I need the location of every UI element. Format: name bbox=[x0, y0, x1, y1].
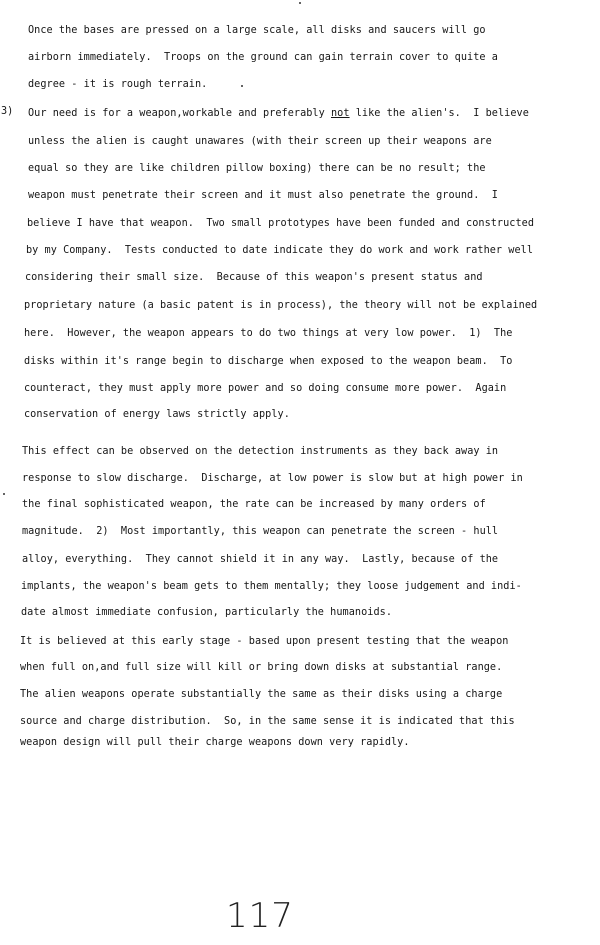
scan-speck bbox=[241, 85, 243, 87]
paragraph3-line: implants, the weapon's beam gets to them mentally; they loose judgement and indi- bbox=[21, 581, 522, 592]
paragraph2-line: weapon must penetrate their screen and it must also penetrate the ground. I bbox=[28, 190, 498, 201]
paragraph2-line: unless the alien is caught unawares (with their screen up their weapons are bbox=[28, 136, 492, 147]
underlined-word: not bbox=[331, 108, 350, 119]
paragraph3-line: magnitude. 2) Most importantly, this weapon can penetrate the screen - hull bbox=[22, 526, 499, 537]
paragraph2-line: considering their small size. Because of this weapon's present status and bbox=[25, 272, 483, 283]
paragraph2-line: believe I have that weapon. Two small prototypes have been funded and constructed bbox=[27, 218, 535, 229]
paragraph3-line: This effect can be observed on the detection instruments as they back away in bbox=[22, 446, 499, 457]
paragraph2-line: conservation of energy laws strictly apply. bbox=[24, 409, 290, 420]
text-segment: Our need is for a weapon,workable and preferably bbox=[28, 108, 331, 119]
paragraph4-line: It is believed at this early stage - based upon present testing that the weapon bbox=[20, 636, 509, 647]
paragraph2-line: by my Company. Tests conducted to date indicate they do work and work rather well bbox=[26, 245, 534, 256]
list-marker: 3) bbox=[1, 106, 14, 117]
paragraph4-line: when full on,and full size will kill or bring down disks at substantial range. bbox=[20, 662, 503, 673]
scan-speck bbox=[299, 2, 301, 4]
paragraph1-line: airborn immediately. Troops on the ground can gain terrain cover to quite a bbox=[28, 52, 498, 63]
paragraph3-line: response to slow discharge. Discharge, at low power is slow but at high power in bbox=[22, 473, 523, 484]
text-segment: like the alien's. I believe bbox=[349, 108, 529, 119]
paragraph2-first-line bbox=[28, 108, 529, 119]
paragraph3-line: alloy, everything. They cannot shield it in any way. Lastly, because of the bbox=[22, 554, 499, 565]
paragraph2-line: proprietary nature (a basic patent is in process), the theory will not be explained bbox=[24, 300, 538, 311]
paragraph2-line: counteract, they must apply more power and so doing consume more power. Again bbox=[24, 383, 507, 394]
scan-speck bbox=[3, 493, 5, 495]
paragraph4-line: The alien weapons operate substantially the same as their disks using a charge bbox=[20, 689, 503, 700]
paragraph4-line: source and charge distribution. So, in the same sense it is indicated that this bbox=[20, 716, 515, 727]
paragraph3-line: date almost immediate confusion, particularly the humanoids. bbox=[21, 607, 393, 618]
paragraph3-line: the final sophisticated weapon, the rate can be increased by many orders of bbox=[22, 499, 486, 510]
paragraph4-line: weapon design will pull their charge weapons down very rapidly. bbox=[20, 737, 410, 748]
paragraph2-line: equal so they are like children pillow boxing) there can be no result; the bbox=[28, 163, 486, 174]
paragraph2-line: disks within it's range begin to discharge when exposed to the weapon beam. To bbox=[24, 356, 513, 367]
paragraph2-line: here. However, the weapon appears to do two things at very low power. 1) The bbox=[24, 328, 513, 339]
paragraph1-line: Once the bases are pressed on a large scale, all disks and saucers will go bbox=[28, 25, 486, 36]
page-number: 117 bbox=[226, 896, 294, 936]
paragraph1-line: degree - it is rough terrain. bbox=[28, 79, 208, 90]
